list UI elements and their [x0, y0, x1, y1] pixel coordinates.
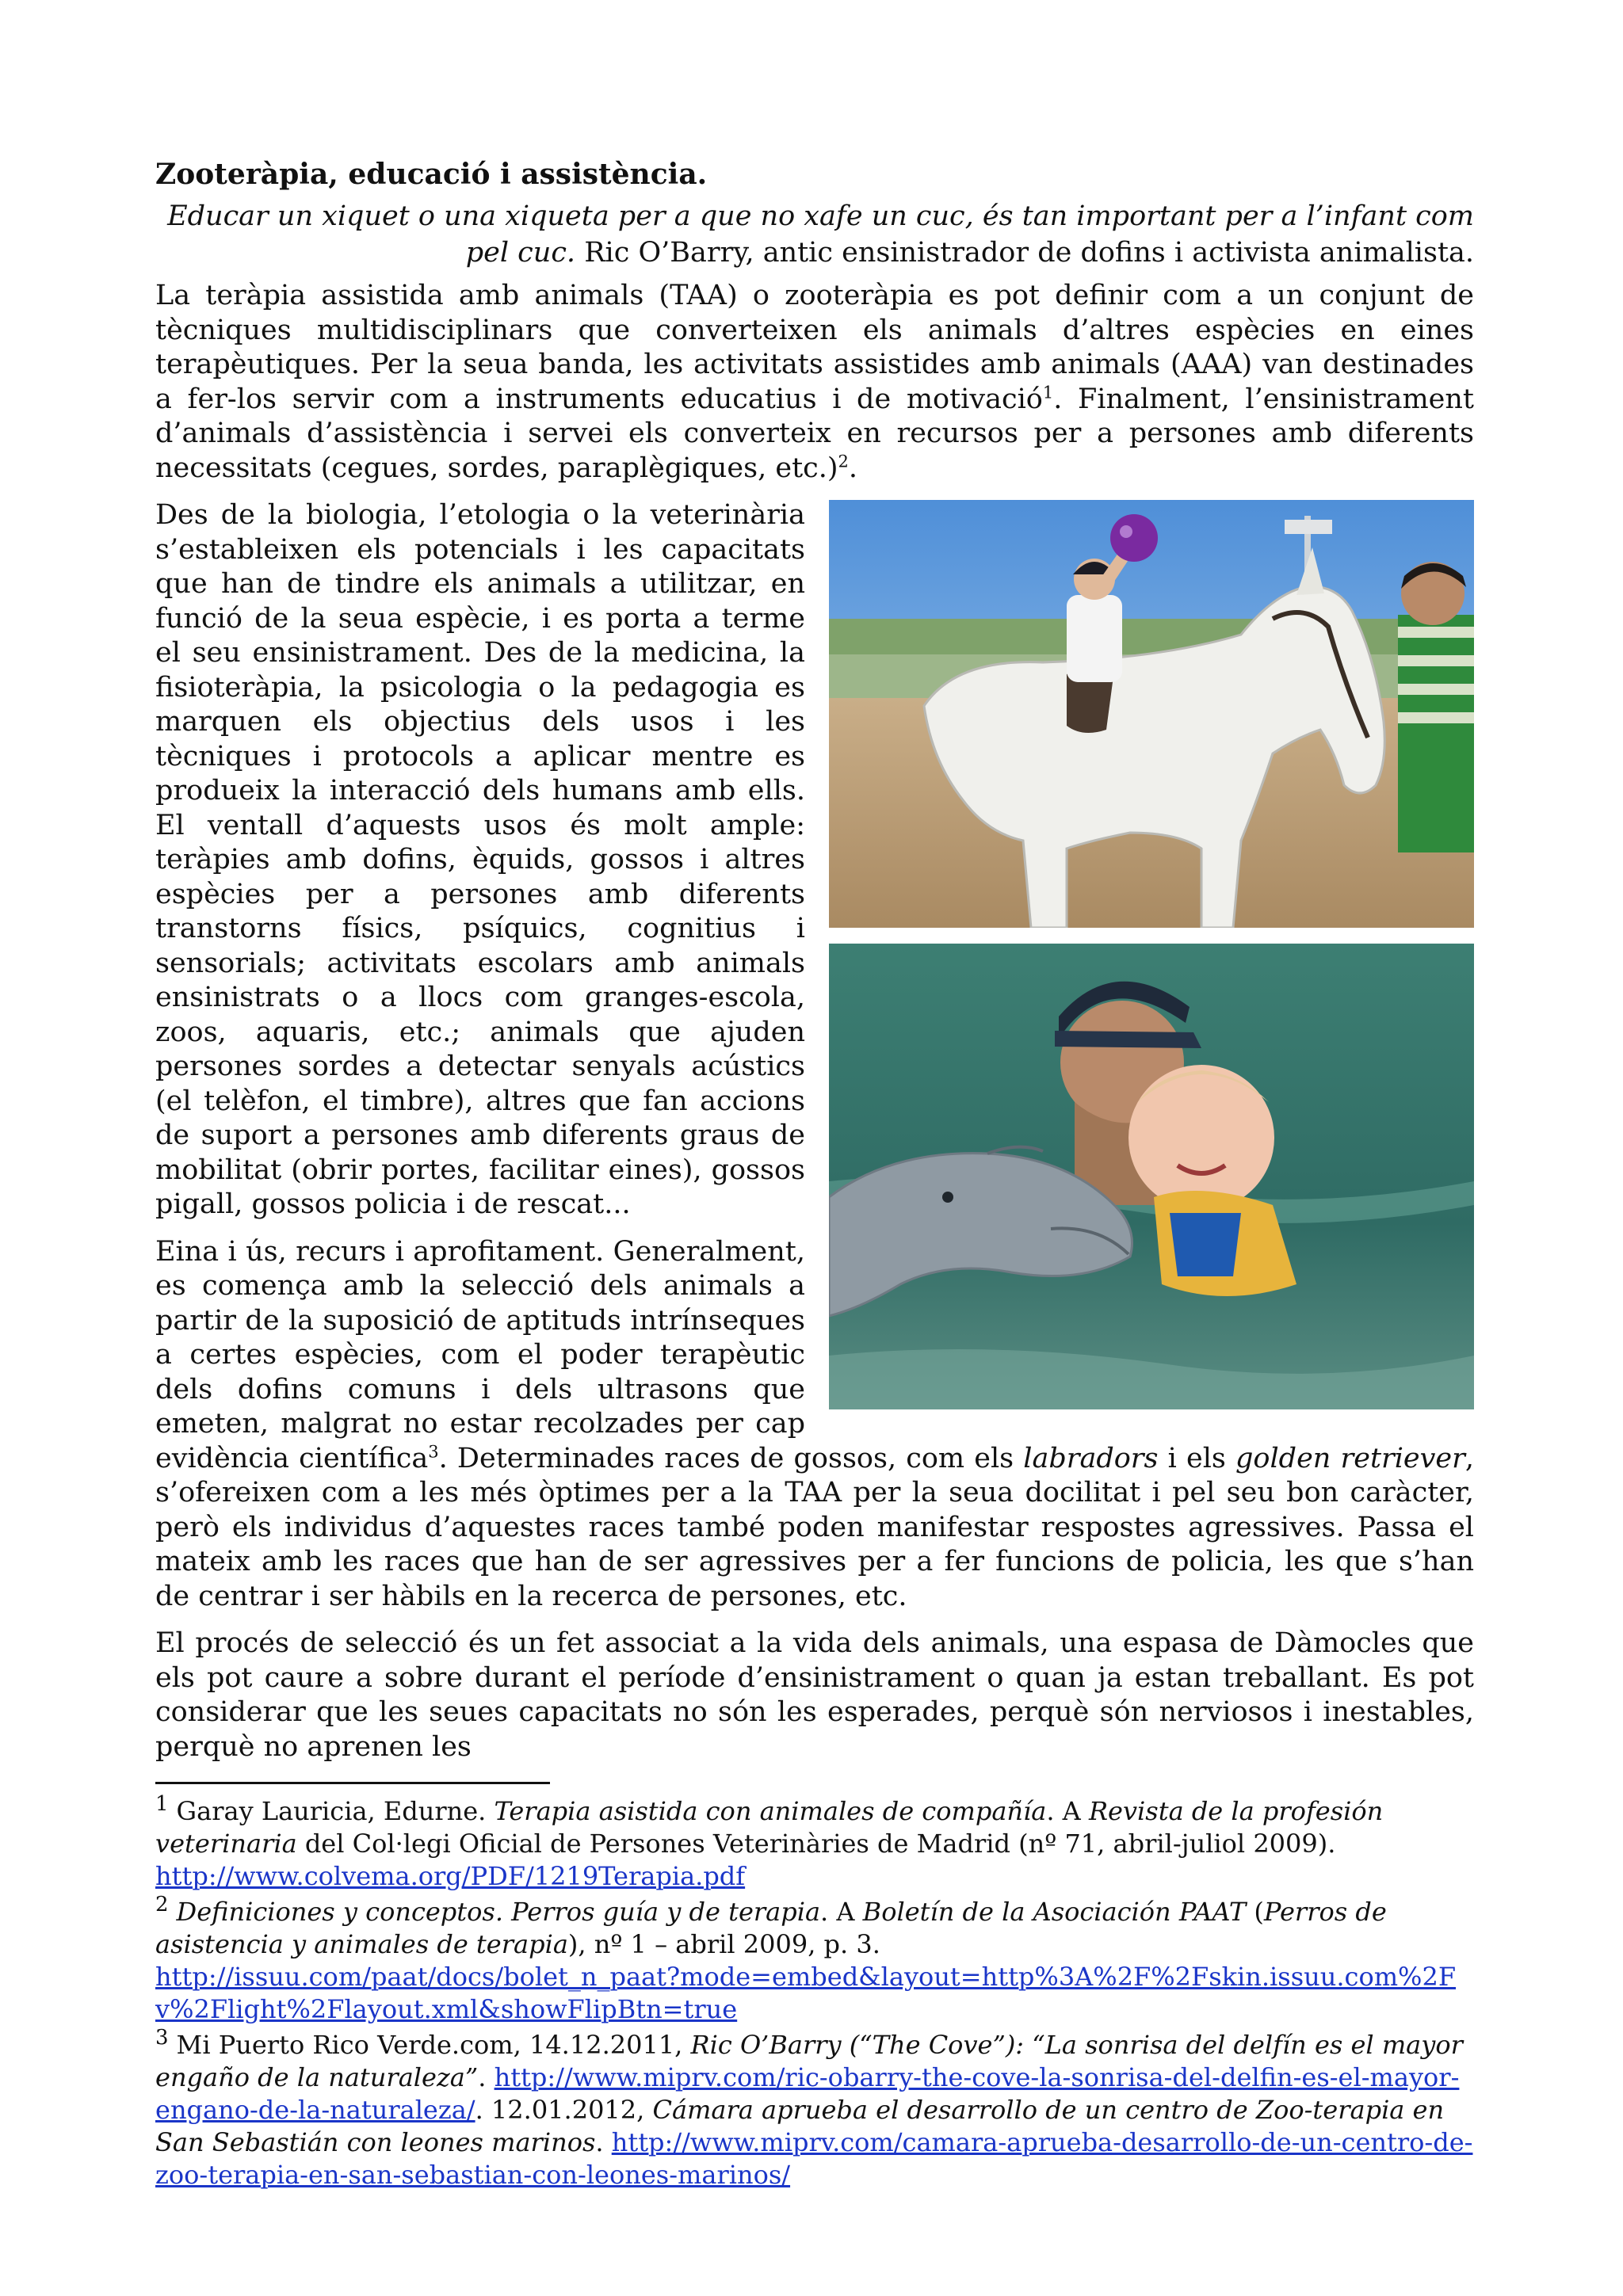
footnote-2-number: 2 [155, 1893, 169, 1917]
paragraph-3-text-b: . Determinades races de gossos, com els [438, 1442, 1024, 1474]
paragraph-3-text-a: Eina i ús, recurs i aprofitament. Generalment, es comença amb la selecció dels animals a partir de la suposició de aptituds intrínseques a certes espècies, com el poder terapèutic dels dofins comuns i dels ultrasons que emeten, malgrat no estar recolzades per cap evidència científica [155, 1235, 805, 1474]
footnote-2-bulletin: Boletín de la Asociación PAAT [862, 1897, 1247, 1927]
footnote-2-link[interactable]: http://issuu.com/paat/docs/bolet_n_paat?mode=embed&layout=http%3A%2F%2Fskin.issuu.com%2Fv%2Flight%2Flayout.xml&showFlipBtn=true [155, 1962, 1457, 2024]
footnote-1 [155, 1792, 1474, 1893]
footnote-3-title-1: Ric O’Barry (“The Cove”): “La sonrisa del delfín es el mayor engaño de la naturaleza” [155, 2030, 1463, 2092]
footnote-ref-2[interactable]: 2 [838, 451, 849, 471]
figures-column [829, 500, 1474, 1409]
paragraph-1-text-a: La teràpia assistida amb animals (TAA) o zooteràpia es pot definir com a un conjunt de tècniques multidisciplinars que converteixen els animals d’altres espècies en eines terapèutiques. Per la seua banda, les activitats assistides amb animals (AAA) van destinades a fer-los servir com a instruments educatius i de motivació [155, 280, 1474, 415]
footnote-2-title: Definiciones y conceptos. Perros guía y de terapia [176, 1897, 821, 1927]
footnote-2-text-c: ), nº 1 – abril 2009, p. 3. [567, 1929, 880, 1959]
footnote-1-number: 1 [155, 1792, 169, 1817]
footnote-3-number: 3 [155, 2026, 169, 2050]
breed-golden-retriever: golden retriever [1235, 1442, 1465, 1474]
footnote-3-link-2[interactable]: http://www.miprv.com/camara-aprueba-desarrollo-de-un-centro-de-zoo-terapia-en-san-sebastian-con-leones-marinos/ [155, 2127, 1473, 2190]
document-content [155, 155, 1474, 2195]
paragraph-1-text-c: . [848, 452, 858, 484]
footnote-1-link[interactable]: http://www.colvema.org/PDF/1219Terapia.pdf [155, 1861, 746, 1891]
footnotes [155, 1782, 1474, 2191]
paragraph-1-text-b: . Finalment, l’ensinistrament d’animals d’assistència i servei els converteix en recursos per a persones amb diferents necessitats (cegues, sordes, paraplègiques, etc.) [155, 383, 1474, 484]
footnote-3-title-2: Cámara aprueba el desarrollo de un centro de Zoo-terapia en San Sebastián con leones marinos [155, 2095, 1445, 2157]
footnote-2-subtitle: Perros de asistencia y animales de terapia [155, 1897, 1387, 1959]
paragraph-3-text-d: , s’ofereixen com a les més òptimes per a la TAA per la seua docilitat i pel seu bon caràcter, però els individus d’aquestes races també poden manifestar respostes agressives. Passa el mateix amb les races que han de ser agressives per a fer funcions de policia, les que s’han de centrar i ser hàbils en la recerca de persones, etc. [155, 1442, 1474, 1612]
epigraph-author: Ric O’Barry, antic ensinistrador de dofins i activista animalista. [584, 237, 1474, 269]
footnote-1-text-b: . A [1046, 1796, 1089, 1826]
paragraph-1 [155, 279, 1474, 486]
footnote-1-text-c: del Col·legi Oficial de Persones Veterinàries de Madrid (nº 71, abril-juliol 2009). [296, 1829, 1336, 1859]
footnote-1-journal: Revista de la profesión veterinaria [155, 1796, 1384, 1859]
footnote-3-link-1[interactable]: http://www.miprv.com/ric-obarry-the-cove-la-sonrisa-del-delfin-es-el-mayor-engano-de-la-naturaleza/ [155, 2062, 1460, 2125]
footnote-3-text-b: . [478, 2062, 495, 2092]
document-title: Zooteràpia, educació i assistència. [155, 158, 708, 191]
breed-labradors: labradors [1023, 1442, 1159, 1474]
horse-therapy-photo [829, 500, 1474, 928]
footnote-ref-1[interactable]: 1 [1042, 382, 1054, 402]
footnote-2-text-a: . A [820, 1897, 863, 1927]
footnote-2-text-b: ( [1246, 1897, 1264, 1927]
footnote-1-title: Terapia asistida con animales de compañía [494, 1796, 1047, 1826]
footnote-3-text-c: . 12.01.2012, [475, 2095, 653, 2125]
epigraph [155, 198, 1474, 271]
paragraph-3-text-c: i els [1158, 1442, 1236, 1474]
footnote-1-text-a: Garay Lauricia, Edurne. [176, 1796, 495, 1826]
footnote-ref-3[interactable]: 3 [428, 1441, 439, 1461]
paragraph-2: Des de la biologia, l’etologia o la veterinària s’estableixen els potencials i les capacitats que han de tindre els animals a utilitzar, en funció de la seua espècie, i es porta a terme el seu ensinistrament. Des de la medicina, la fisioteràpia, la psicologia o la pedagogia es marquen els objectius dels usos i les tècniques i protocols a aplicar mentre es produeix la interacció dels humans amb ells. El ventall d’aquests usos és molt ample: teràpies amb dofins, èquids, gossos i altres espècies per a persones amb diferents transtorns físics, psíquics, cognitius i sensorials; activitats escolars amb animals ensinistrats o a llocs com granges-escola, zoos, aquaris, etc.; animals que ajuden persones sordes a detectar senyals acústics (el telèfon, el timbre), altres que fan accions de suport a persones amb diferents graus de mobilitat (obrir portes, facilitar eines), gossos pigall, gossos policia i de rescat... [155, 499, 805, 1220]
footnote-3-text-a: Mi Puerto Rico Verde.com, 14.12.2011, [176, 2030, 691, 2060]
epigraph-quote: Educar un xiquet o una xiqueta per a que no xafe un cuc, és tan important per a l’infant com pel cuc. [167, 200, 1474, 269]
paragraph-4: El procés de selecció és un fet associat a la vida dels animals, una espasa de Dàmocles que els pot caure a sobre durant el període d’ensinistrament o quan ja estan treballant. Es pot considerar que les seues capacitats no són les esperades, perquè són nerviosos i inestables, perquè no aprenen les [155, 1627, 1474, 1763]
dolphin-therapy-photo [829, 944, 1474, 1409]
footnote-3 [155, 2026, 1474, 2191]
footnote-2 [155, 1893, 1474, 2026]
footnote-separator [155, 1782, 550, 1784]
footnote-3-text-d: . [595, 2127, 612, 2157]
